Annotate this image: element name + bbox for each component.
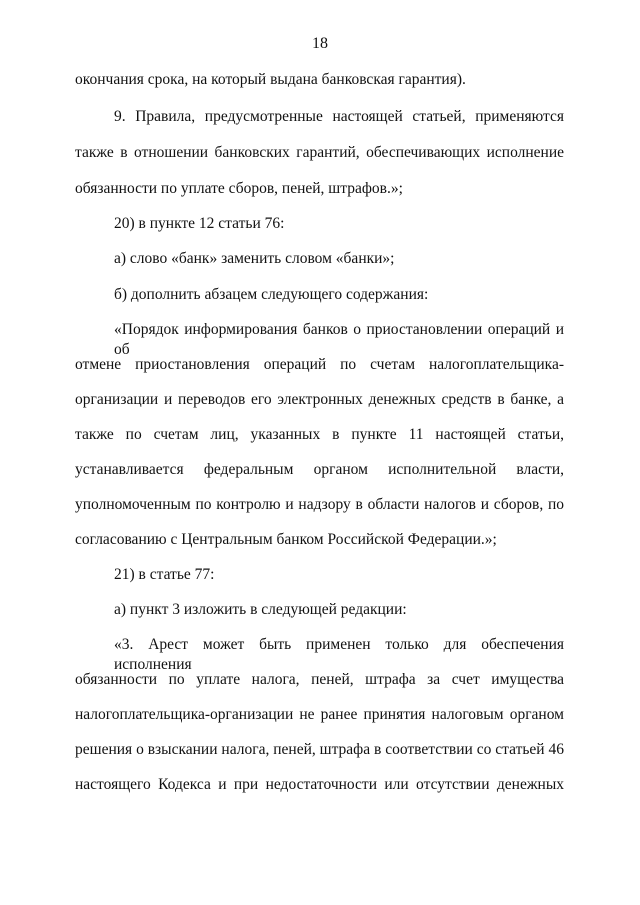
- text-line: обязанности по уплате сборов, пеней, штрафов.»;: [75, 180, 403, 197]
- text-line: организации и переводов его электронных денежных средств в банке, а: [75, 391, 564, 408]
- text-line: уполномоченным по контролю и надзору в области налогов и сборов, по: [75, 496, 564, 513]
- text-line: «Порядок информирования банков о приостановлении операций и об: [114, 321, 564, 358]
- text-line: 9. Правила, предусмотренные настоящей статьей, применяются: [114, 108, 564, 125]
- text-line: устанавливается федеральным органом исполнительной власти,: [75, 461, 564, 478]
- text-line: «3. Арест может быть применен только для обеспечения исполнения: [114, 636, 564, 673]
- text-line: согласованию с Центральным банком Российской Федерации.»;: [75, 531, 497, 548]
- text-line: также по счетам лиц, указанных в пункте 11 настоящей статьи,: [75, 426, 564, 443]
- text-line: б) дополнить абзацем следующего содержания:: [114, 286, 429, 303]
- text-line: 21) в статье 77:: [114, 566, 215, 583]
- text-line: а) слово «банк» заменить словом «банки»;: [114, 250, 395, 267]
- text-line: отмене приостановления операций по счетам налогоплательщика-: [75, 356, 564, 373]
- text-line: настоящего Кодекса и при недостаточности или отсутствии денежных: [75, 776, 564, 793]
- text-line: обязанности по уплате налога, пеней, штрафа за счет имущества: [75, 671, 564, 688]
- text-line: 20) в пункте 12 статьи 76:: [114, 215, 285, 232]
- text-line: также в отношении банковских гарантий, обеспечивающих исполнение: [75, 144, 564, 161]
- text-line: а) пункт 3 изложить в следующей редакции:: [114, 601, 407, 618]
- page-number: 18: [312, 35, 328, 52]
- text-line: решения о взыскании налога, пеней, штрафа в соответствии со статьей 46: [75, 741, 564, 758]
- text-line: налогоплательщика-организации не ранее принятия налоговым органом: [75, 706, 564, 723]
- text-line: окончания срока, на который выдана банковская гарантия).: [75, 71, 466, 88]
